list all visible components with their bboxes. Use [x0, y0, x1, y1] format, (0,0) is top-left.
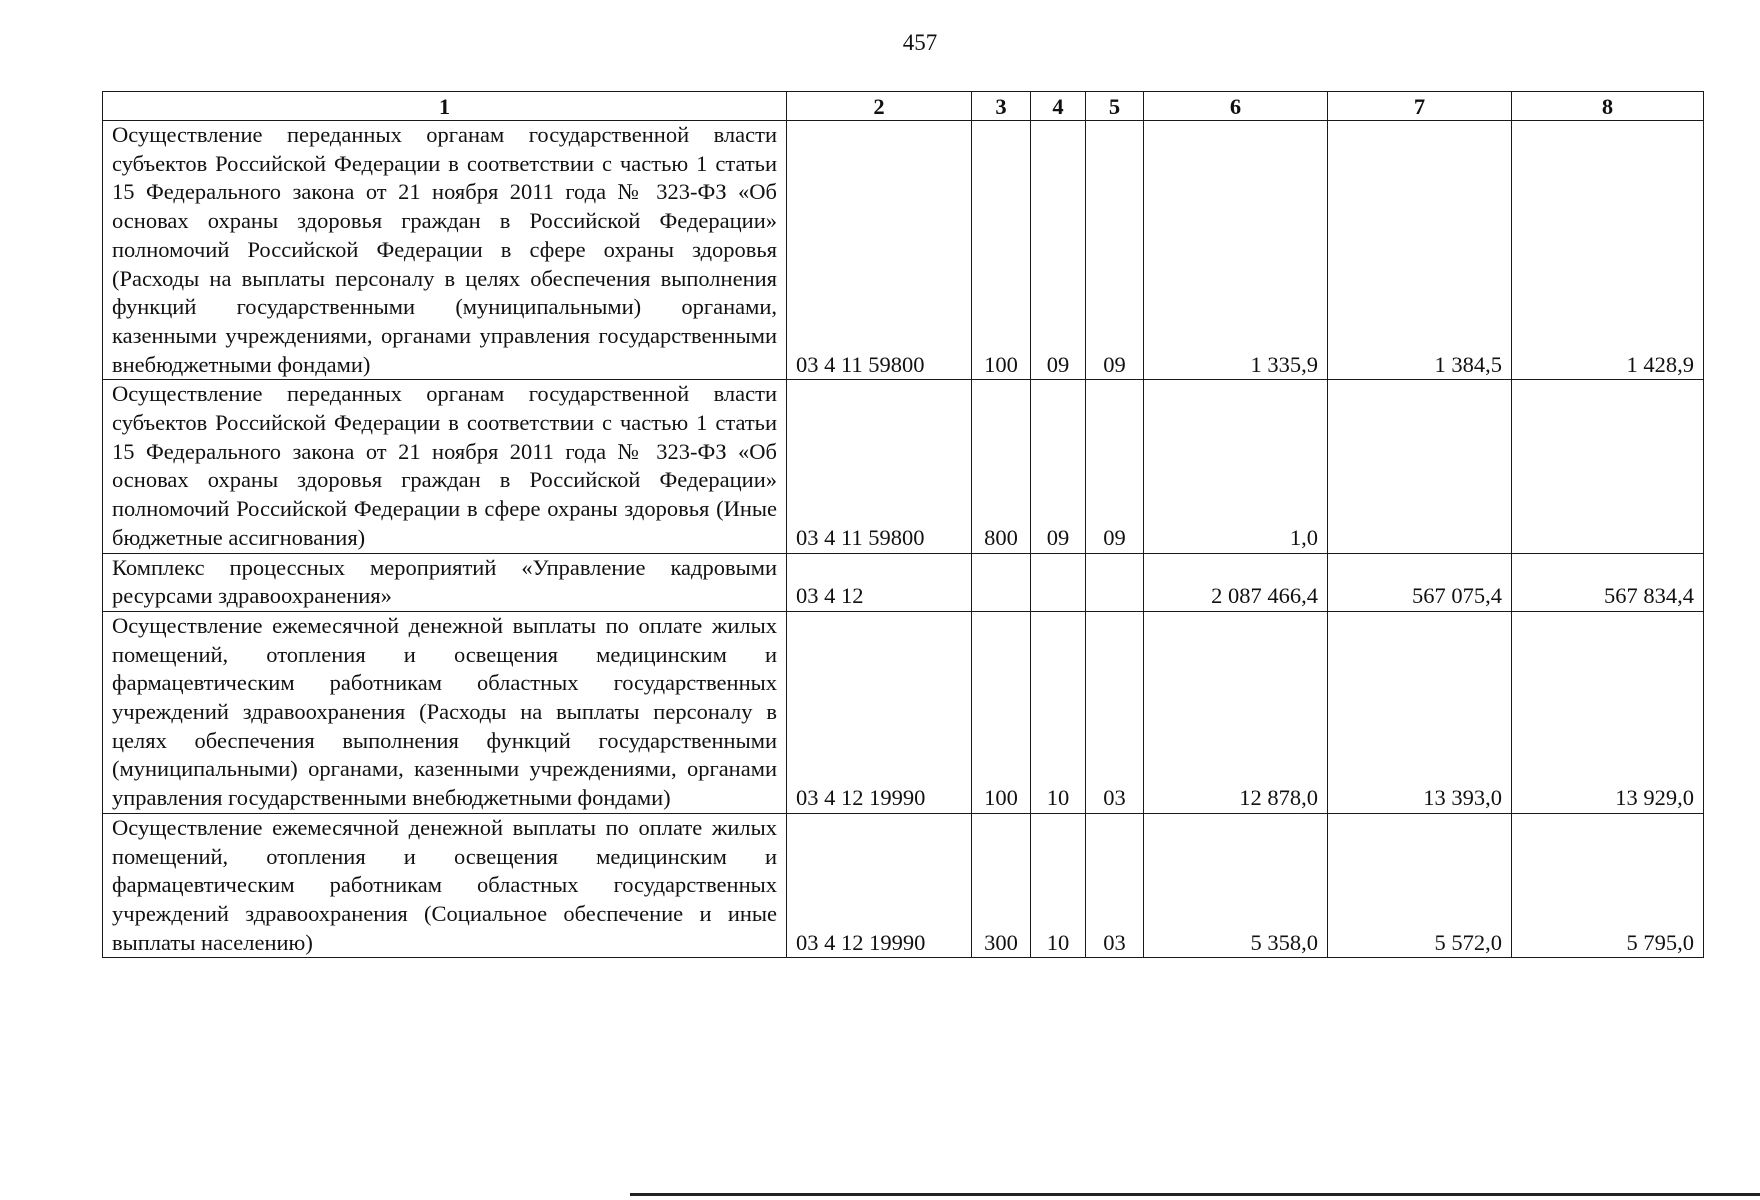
row-col6: 2 087 466,4 [1144, 553, 1328, 611]
row-col4: 09 [1031, 121, 1086, 380]
row-col3 [972, 553, 1031, 611]
column-header-1: 1 [103, 92, 787, 121]
column-header-2: 2 [787, 92, 972, 121]
row-col8: 1 428,9 [1512, 121, 1704, 380]
row-col4: 10 [1031, 611, 1086, 813]
row-code: 03 4 12 [787, 553, 972, 611]
header-row [103, 92, 1704, 121]
table-row [103, 380, 1704, 553]
row-col6: 1,0 [1144, 380, 1328, 553]
row-col3: 100 [972, 611, 1031, 813]
column-header-4: 4 [1031, 92, 1086, 121]
row-description: Осуществление ежемесячной денежной выплаты по оплате жилых помещений, отопления и освещения медицинским и фармацевтическим работникам областных государственных учреждений здравоохранения (Социальное обеспечение и иные выплаты населению) [103, 813, 787, 958]
row-col7 [1328, 380, 1512, 553]
column-header-8: 8 [1512, 92, 1704, 121]
row-code: 03 4 12 19990 [787, 611, 972, 813]
row-col4: 09 [1031, 380, 1086, 553]
column-header-6: 6 [1144, 92, 1328, 121]
row-col7: 5 572,0 [1328, 813, 1512, 958]
column-header-3: 3 [972, 92, 1031, 121]
row-col3: 100 [972, 121, 1031, 380]
table-row [103, 813, 1704, 958]
table-row [103, 121, 1704, 380]
row-code: 03 4 11 59800 [787, 121, 972, 380]
row-col5: 03 [1086, 611, 1144, 813]
row-col5: 09 [1086, 121, 1144, 380]
row-col5: 03 [1086, 813, 1144, 958]
row-col3: 800 [972, 380, 1031, 553]
table-row [103, 553, 1704, 611]
row-col8: 13 929,0 [1512, 611, 1704, 813]
table-row [103, 611, 1704, 813]
row-col7: 13 393,0 [1328, 611, 1512, 813]
row-col4 [1031, 553, 1086, 611]
row-col6: 12 878,0 [1144, 611, 1328, 813]
scan-edge-line [630, 1193, 1760, 1196]
row-col8: 567 834,4 [1512, 553, 1704, 611]
row-col6: 5 358,0 [1144, 813, 1328, 958]
budget-table [102, 91, 1704, 958]
row-description: Осуществление переданных органам государственной власти субъектов Российской Федерации в соответствии с частью 1 статьи 15 Федерального закона от 21 ноября 2011 года № 323-ФЗ «Об основах охраны здоровья граждан в Российской Федерации» полномочий Российской Федерации в сфере охраны здоровья (Расходы на выплаты персоналу в целях обеспечения выполнения функций государственными (муниципальными) органами, казенными учреждениями, органами управления государственными внебюджетными фондами) [103, 121, 787, 380]
column-header-5: 5 [1086, 92, 1144, 121]
page-number: 457 [902, 30, 938, 55]
row-code: 03 4 12 19990 [787, 813, 972, 958]
row-col8: 5 795,0 [1512, 813, 1704, 958]
row-col7: 1 384,5 [1328, 121, 1512, 380]
row-col8 [1512, 380, 1704, 553]
row-col7: 567 075,4 [1328, 553, 1512, 611]
row-description: Комплекс процессных мероприятий «Управление кадровыми ресурсами здравоохранения» [103, 553, 787, 611]
row-col6: 1 335,9 [1144, 121, 1328, 380]
row-code: 03 4 11 59800 [787, 380, 972, 553]
row-col3: 300 [972, 813, 1031, 958]
row-col5: 09 [1086, 380, 1144, 553]
row-col4: 10 [1031, 813, 1086, 958]
column-header-7: 7 [1328, 92, 1512, 121]
row-col5 [1086, 553, 1144, 611]
row-description: Осуществление переданных органам государственной власти субъектов Российской Федерации в соответствии с частью 1 статьи 15 Федерального закона от 21 ноября 2011 года № 323-ФЗ «Об основах охраны здоровья граждан в Российской Федерации» полномочий Российской Федерации в сфере охраны здоровья (Иные бюджетные ассигнования) [103, 380, 787, 553]
row-description: Осуществление ежемесячной денежной выплаты по оплате жилых помещений, отопления и освещения медицинским и фармацевтическим работникам областных государственных учреждений здравоохранения (Расходы на выплаты персоналу в целях обеспечения выполнения функций государственными (муниципальными) органами, казенными учреждениями, органами управления государственными внебюджетными фондами) [103, 611, 787, 813]
